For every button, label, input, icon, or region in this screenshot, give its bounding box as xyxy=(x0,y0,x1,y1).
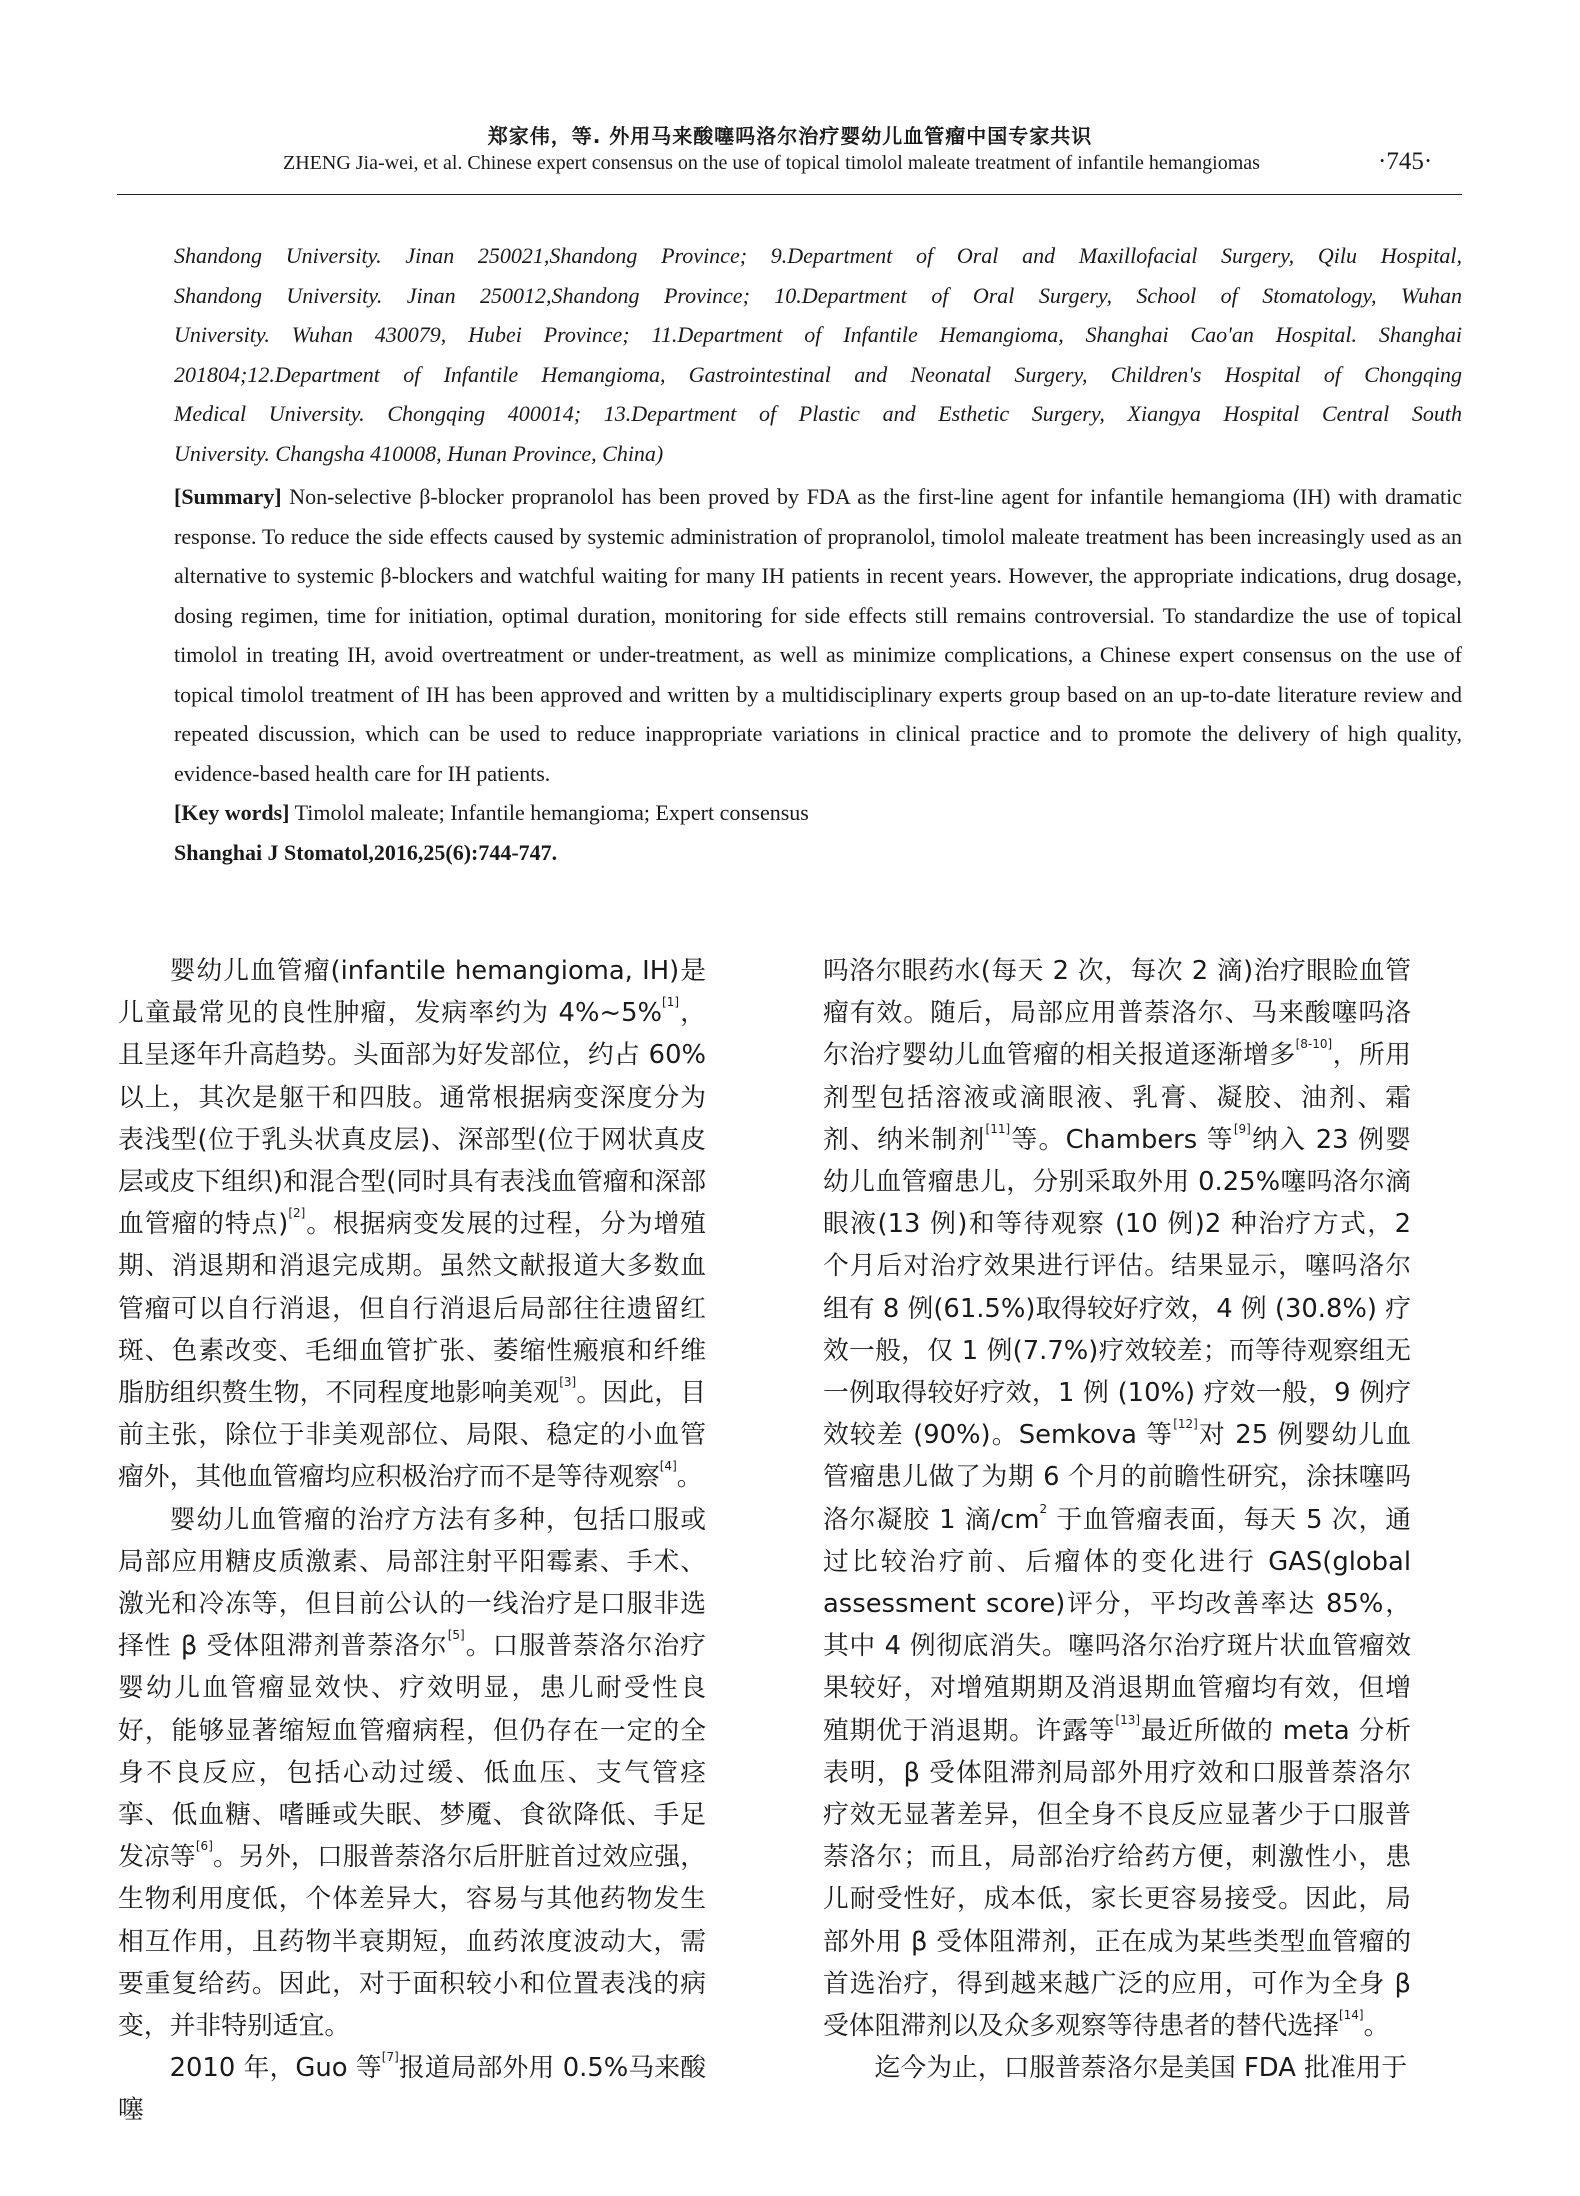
body-paragraph xyxy=(118,1499,706,2048)
text-run: 最近所做的 meta 分析表明，β 受体阻滞剂局部外用疗效和口服普萘洛尔疗效无显著差异，但全身不良反应显著少于口服普萘洛尔；而且，局部治疗给药方便，刺激性小，患儿耐受性好，成本低，家长更容易接受。因此，局部外用 β 受体阻滞剂，正在成为某些类型血管瘤的首选治疗，得到越来越广泛的应用，可作为全身 β 受体阻滞剂以及众多观察等待患者的替代选择 xyxy=(823,1715,1411,2042)
running-header xyxy=(0,120,1580,175)
header-divider xyxy=(117,194,1462,195)
keywords-text: Timolol maleate; Infantile hemangioma; Expert consensus xyxy=(294,800,809,825)
body-paragraph xyxy=(118,950,706,1499)
text-run: 2010 年，Guo 等 xyxy=(169,2053,382,2084)
reference-marker: [11] xyxy=(985,1121,1011,1136)
header-title-cn: 郑家伟，等. 外用马来酸噻吗洛尔治疗婴幼儿血管瘤中国专家共识 xyxy=(487,124,1093,148)
reference-marker: [4] xyxy=(659,1459,677,1474)
text-run: 婴幼儿血管瘤的治疗方法有多种，包括口服或局部应用糖皮质激素、局部注射平阳霉素、手术、激光和冷冻等，但目前公认的一线治疗是口服非选择性 β 受体阻滞剂普萘洛尔 xyxy=(118,1504,706,1662)
body-paragraph xyxy=(823,2047,1411,2089)
text-run: 。因此，目前主张，除位于非美观部位、局限、稳定的小血管瘤外，其他血管瘤均应积极治疗而不是等待观察 xyxy=(118,1378,706,1493)
text-run: 。另外，口服普萘洛尔后肝脏首过效应强，生物利用度低，个体差异大，容易与其他药物发生相互作用，且药物半衰期短，血药浓度波动大，需要重复给药。因此，对于面积较小和位置表浅的病变，并非特别适宜。 xyxy=(118,1842,706,2042)
superscript-2: 2 xyxy=(1039,1501,1048,1516)
body-column-left xyxy=(118,950,706,2132)
text-run: 等。Chambers 等 xyxy=(1010,1124,1234,1155)
keywords xyxy=(174,793,1462,833)
text-run: 。 xyxy=(676,1462,703,1493)
summary-text: Non-selective β-blocker propranolol has been proved by FDA as the first-line agent for infantile hemangioma (IH) with dramatic response. To reduce the side effects caused by systemic administration of propranolol, timolol maleate treatment has been increasingly used as an alternative to systemic β-blockers and watchful waiting for many IH patients in recent years. However, the appropriate indications, drug dosage, dosing regimen, time for initiation, optimal duration, monitoring for side effects still remains controversial. To standardize the use of topical timolol in treating IH, avoid overtreatment or under-treatment, as well as minimize complications, a Chinese expert consensus on the use of topical timolol treatment of IH has been approved and written by a multidisciplinary experts group based on an up-to-date literature review and repeated discussion, which can be used to reduce inappropriate variations in clinical practice and to promote the delivery of high quality, evidence-based health care for IH patients. xyxy=(174,484,1463,786)
body-paragraph xyxy=(823,950,1411,2047)
reference-marker: [7] xyxy=(381,2050,399,2065)
affiliation-line: University. Wuhan 430079, Hubei Province; 11.Department of Infantile Hemangioma, Shanghai Cao'an Hospital. Shanghai xyxy=(174,322,1462,347)
body-paragraph xyxy=(118,2047,706,2131)
summary-label: [Summary] xyxy=(174,484,282,509)
affiliation-line: University. Changsha 410008, Hunan Province, China) xyxy=(174,440,664,466)
reference-marker: [5] xyxy=(447,1628,465,1643)
text-run: 婴幼儿血管瘤(infantile hemangioma, IH)是儿童最常见的良性肿瘤，发病率约为 4%~5% xyxy=(118,956,706,1029)
text-run: ，且呈逐年升高趋势。头面部为好发部位，约占 60%以上，其次是躯干和四肢。通常根据病变深度分为表浅型(位于乳头状真皮层)、深部型(位于网状真皮层或皮下组织)和混合型(同时具有表浅血管瘤和深部血管瘤的特点) xyxy=(118,998,706,1240)
citation: Shanghai J Stomatol,2016,25(6):744-747. xyxy=(174,839,558,865)
text-run: ，所用剂型包括溶液或滴眼液、乳膏、凝胶、油剂、霜剂、纳米制剂 xyxy=(823,1040,1411,1155)
reference-marker: [3] xyxy=(559,1375,577,1390)
affiliation-line: Medical University. Chongqing 400014; 13.Department of Plastic and Esthetic Surgery, Xiangya Hospital Central South xyxy=(174,401,1462,426)
text-run: 。根据病变发展的过程，分为增殖期、消退期和消退完成期。虽然文献报道大多数血管瘤可以自行消退，但自行消退后局部往往遗留红斑、色素改变、毛细血管扩张、萎缩性瘢痕和纤维脂肪组织赘生物，不同程度地影响美观 xyxy=(118,1209,706,1409)
reference-marker: [13] xyxy=(1115,1712,1141,1727)
page-number: ·745· xyxy=(1378,148,1433,175)
text-run: 纳入 23 例婴幼儿血管瘤患儿，分别采取外用 0.25%噻吗洛尔滴眼液(13 例)和等待观察 (10 例)2 种治疗方式，2 个月后对治疗效果进行评估。结果显示，噻吗洛尔组有 8 例(61.5%)取得较好疗效，4 例 (30.8%) 疗效一般，仅 1 例(7.7%)疗效较差；而等待观察组无一例取得较好疗效，1 例 (10%) 疗效一般，9 例疗效较差 (90%)。Semkova 等 xyxy=(823,1124,1411,1451)
affiliation-line: Shandong University. Jinan 250012,Shandong Province; 10.Department of Oral Surgery, School of Stomatology, Wuhan xyxy=(174,282,1462,308)
reference-marker: [9] xyxy=(1233,1121,1251,1136)
text-run: 报道局部外用 0.5%马来酸噻 xyxy=(118,2053,706,2126)
affiliation-line: 201804;12.Department of Infantile Hemangioma, Gastrointestinal and Neonatal Surgery, Children's Hospital of Chongqing xyxy=(174,361,1462,387)
text-run: 吗洛尔眼药水(每天 2 次，每次 2 滴)治疗眼睑血管瘤有效。随后，局部应用普萘洛尔、马来酸噻吗洛尔治疗婴幼儿血管瘤的相关报道逐渐增多 xyxy=(823,956,1411,1071)
affiliation-line: Shandong University. Jinan 250021,Shandong Province; 9.Department of Oral and Maxillofacial Surgery, Qilu Hospital, xyxy=(174,243,1462,268)
body-column-right xyxy=(823,950,1411,2089)
reference-marker: [8-10] xyxy=(1295,1037,1333,1052)
text-run: 迄今为止，口服普萘洛尔是美国 FDA 批准用于 xyxy=(874,2053,1408,2084)
summary-paragraph xyxy=(174,477,1462,793)
reference-marker: [1] xyxy=(662,995,680,1010)
header-title-en: ZHENG Jia-wei, et al. Chinese expert consensus on the use of topical timolol maleate treatment of infantile hemangiomas xyxy=(283,152,1260,174)
english-abstract xyxy=(174,236,1462,872)
reference-marker: [2] xyxy=(288,1206,306,1221)
text-run: 对 25 例婴幼儿血管瘤患儿做了为期 6 个月的前瞻性研究，涂抹噻吗洛尔凝胶 1 滴/cm xyxy=(823,1420,1411,1535)
text-run: 。口服普萘洛尔治疗婴幼儿血管瘤显效快、疗效明显，患儿耐受性良好，能够显著缩短血管瘤病程，但仍存在一定的全身不良反应，包括心动过缓、低血压、支气管痉挛、低血糖、嗜睡或失眠、梦魇、食欲降低、手足发凉等 xyxy=(118,1631,706,1873)
keywords-label: [Key words] xyxy=(174,800,290,825)
reference-marker: [6] xyxy=(195,1839,213,1854)
reference-marker: [12] xyxy=(1173,1417,1198,1432)
text-run: 。 xyxy=(1363,2011,1390,2042)
text-run: 于血管瘤表面，每天 5 次，通过比较治疗前、后瘤体的变化进行 GAS(global assessment score)评分，平均改善率达 85%，其中 4 例彻底消失。噻吗洛尔治疗斑片状血管瘤效果较好，对增殖期期及消退期血管瘤均有效，但增殖期优于消退期。许露等 xyxy=(823,1504,1411,1746)
reference-marker: [14] xyxy=(1338,2008,1364,2023)
